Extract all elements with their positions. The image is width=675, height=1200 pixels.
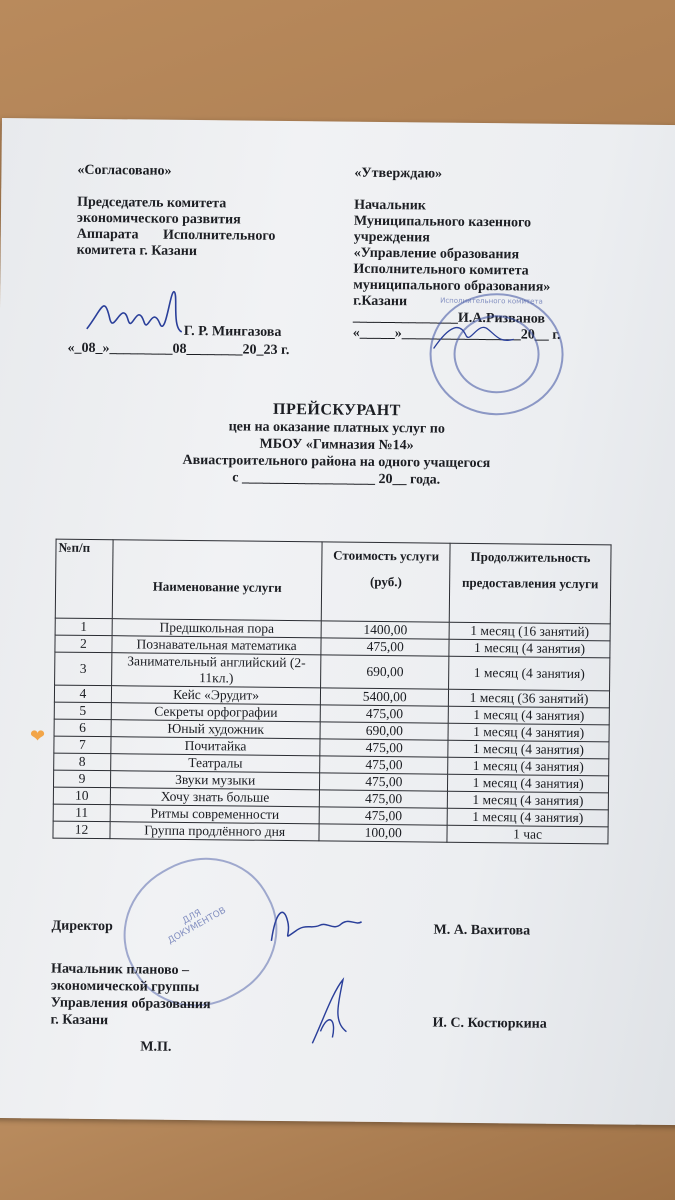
left-header-line: экономического развития: [76, 210, 241, 228]
row-price: 475,00: [321, 638, 449, 656]
stamp-place-label: М.П.: [140, 1039, 172, 1055]
row-num: 10: [53, 787, 110, 805]
approve-label: «Утверждаю»: [354, 165, 443, 182]
stamp-center-text: ДЛЯ ДОКУМЕНТОВ: [166, 905, 228, 947]
right-header-line: Исполнительного комитета: [353, 261, 529, 279]
row-duration: 1 месяц (4 занятия): [448, 740, 609, 759]
row-duration: 1 час: [447, 825, 608, 844]
row-service-name: Занимательный английский (2-11кл.): [111, 653, 321, 688]
row-duration: 1 месяц (36 занятий): [448, 689, 609, 708]
table-header-row: [55, 539, 611, 624]
left-header-line: Председатель комитета: [77, 194, 227, 212]
row-service-name: Юный художник: [111, 720, 321, 739]
left-header-line: Аппарата Исполнительного: [76, 226, 276, 244]
row-num: 9: [53, 770, 110, 788]
subtitle-line: Авиастроительного района на одного учащегося: [182, 452, 491, 472]
row-price: 475,00: [320, 807, 448, 825]
row-service-name: Почитайка: [111, 737, 321, 756]
row-num: 5: [54, 702, 111, 720]
row-service-name: Звуки музыки: [110, 771, 320, 790]
planning-head-name: И. С. Костюркина: [432, 1015, 547, 1032]
row-service-name: Группа продлённого дня: [110, 822, 320, 841]
row-price: 5400,00: [321, 688, 449, 706]
row-service-name: Театралы: [111, 754, 321, 773]
row-price: 475,00: [320, 773, 448, 791]
director-label: Директор: [51, 918, 113, 935]
row-num: 3: [55, 652, 112, 686]
agreed-label: «Согласовано»: [77, 162, 172, 179]
planning-line: Начальник планово –: [51, 961, 190, 979]
row-price: 475,00: [321, 705, 449, 723]
row-num: 2: [55, 635, 112, 653]
row-duration: 1 месяц (4 занятия): [447, 808, 608, 827]
director-name: М. А. Вахитова: [433, 922, 531, 939]
left-approval-block: [77, 163, 277, 261]
row-duration: 1 месяц (16 занятий): [449, 622, 610, 641]
header-price: Стоимость услуги (руб.): [322, 542, 451, 622]
price-table: [52, 539, 611, 845]
planning-line: Управления образования: [50, 995, 211, 1013]
row-duration: 1 месяц (4 занятия): [448, 774, 609, 793]
signature-vakhitova: [261, 901, 372, 952]
price-list-document: [0, 118, 675, 1125]
row-num: 8: [54, 753, 111, 771]
planning-head-block: [50, 961, 211, 1031]
row-num: 11: [53, 804, 110, 822]
right-date-line: «_____»_________________20__ г.: [352, 325, 561, 343]
row-num: 6: [54, 719, 111, 737]
row-price: 690,00: [320, 722, 448, 740]
left-date-line: «_08_»_________08________20_23 г.: [67, 340, 290, 359]
left-signer-name: Г. Р. Мингазова: [183, 323, 282, 340]
row-service-name: Ритмы современности: [110, 805, 320, 824]
row-price: 475,00: [320, 790, 448, 808]
row-price: 690,00: [321, 655, 449, 689]
right-header-line: г.Казани: [353, 293, 408, 310]
left-header-line: комитета г. Казани: [76, 242, 198, 260]
right-header-line: учреждения: [353, 229, 430, 246]
heart-emoji-icon: ❤: [30, 726, 46, 746]
row-duration: 1 месяц (4 занятия): [448, 706, 609, 725]
row-price: 475,00: [320, 756, 448, 774]
row-duration: 1 месяц (4 занятия): [447, 791, 608, 810]
row-duration: 1 месяц (4 занятия): [449, 656, 610, 691]
row-duration: 1 месяц (4 занятия): [449, 639, 610, 658]
row-service-name: Предшкольная пора: [112, 619, 322, 638]
signature-kostyurkina: [302, 971, 363, 1052]
round-stamp-text: Исполнительного комитета: [440, 296, 543, 306]
subtitle-line: с ___________________ 20__ года.: [232, 470, 441, 488]
planning-line: экономической группы: [50, 978, 200, 996]
row-service-name: Хочу знать больше: [110, 788, 320, 807]
row-price: 475,00: [320, 739, 448, 757]
row-num: 7: [54, 736, 111, 754]
right-header-line: Муниципального казенного: [353, 213, 532, 231]
header-num: №п/п: [55, 539, 113, 619]
row-price: 100,00: [319, 824, 447, 842]
row-num: 12: [53, 821, 110, 839]
header-duration: Продолжительность предоставления услуги: [449, 543, 611, 624]
right-header-line: муниципального образования»: [353, 277, 551, 295]
signature-mingazova: [82, 279, 203, 340]
header-name: Наименование услуги: [112, 540, 322, 621]
row-service-name: Секреты орфографии: [111, 703, 321, 722]
row-num: 1: [55, 618, 112, 636]
row-duration: 1 месяц (4 занятия): [448, 757, 609, 776]
signature-rizvanov: [430, 314, 520, 355]
right-signer: _______________И.А.Ризванов: [352, 309, 546, 327]
row-num: 4: [54, 685, 111, 703]
row-service-name: Кейс «Эрудит»: [111, 686, 321, 705]
subtitle-line: МБОУ «Гимназия №14»: [259, 436, 414, 454]
row-price: 1400,00: [321, 621, 449, 639]
price-list-heading: ПРЕЙСКУРАНТ: [272, 400, 401, 420]
row-duration: 1 месяц (4 занятия): [448, 723, 609, 742]
planning-line: г. Казани: [50, 1012, 109, 1029]
price-list-subtitle: [0, 416, 675, 491]
subtitle-line: цен на оказание платных услуг по: [228, 419, 445, 437]
right-header-line: «Управление образования: [353, 245, 520, 263]
right-header-line: Начальник: [354, 197, 426, 214]
row-service-name: Познавательная математика: [112, 636, 322, 655]
